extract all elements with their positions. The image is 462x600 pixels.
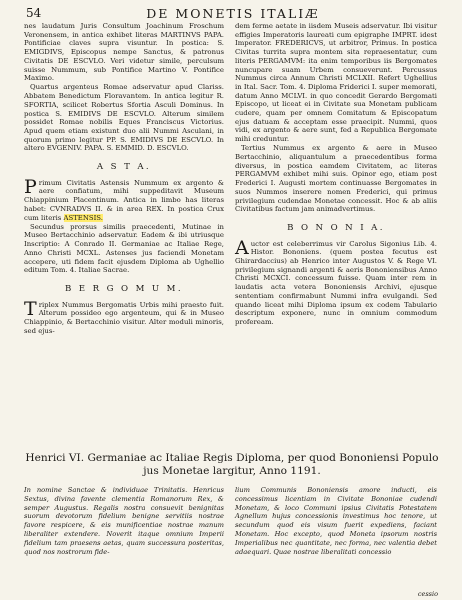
left-paragraph-3: [24, 175, 224, 223]
running-title: DE MONETIS ITALIÆ: [146, 6, 320, 21]
highlighted-astensis: ASTENSIS.: [63, 213, 103, 222]
page-header: [26, 6, 440, 22]
page-number: 54: [26, 6, 42, 20]
right-paragraph-3: Auctor est celeberrimus vir Carolus Sigonius Lib. 4. Histor. Bononiens. (quem postea fecutus est Ghirardaccius) ab Henrico inter Augustos V. & Rege VI. privilegium signandi argenti & aeris Bononiensibus Anno Christi MCXCI. concessum fuisse. Quam inter rem in laudatis acta vetera Bononiensis Archivi, ejusque sententiam confirmabunt Nummi infra evulgandi. Sed quando liceat mihi Diploma ipsum ex codem Tabulario descriptum exponere, nunc in omnium commodum profeream.: [235, 236, 437, 326]
right-paragraph-2: Tertius Nummus ex argento & aere in Museo Bertacchinio, aliquantulum a praecedentibus forma diversus, in postica eamdem Civitatem, ac literas PERGAMVM exhibet mihi suis. Opinor ego, etiam post Frederici I. Augusti mortem continuasse Bergomates in suos Nummos inserere nomen Frederici, qui primus privilegium cudendae Monetae concessit. Hoc & ab aliis Civitatibus factum jam animadvertimus.: [235, 144, 437, 214]
diploma-paragraph-left: In nomine Sanctae & individuae Trinitatis. Henricus Sextus, divina favente clementia Romanorum Rex, & semper Augustus. Regalis nostra consuevit benignitas suorum devotorum fidelium benigne servitiis nostrae favore respicere, & eis munificentiae nostrae manum liberaliter extendere. Noverit itaque omnium Imperii fidelium tam praesens aetas, quam successura posteritas, quod nos nostrorum fide-: [24, 486, 224, 556]
left-paragraph-4: Secundus prorsus similis praecedenti, Mutinae in Museo Bertacchinio adservatur. Eadem & ibi utriusque Inscriptio: A Conrado II. Germaniae ac Italiae Rege, Anno Christi MCXL. Astenses jus faciendi Monetam accepere, uti fidem facit ejusdem Diploma ab Ughellio editum Tom. 4. Italiae Sacrae.: [24, 222, 224, 275]
left-paragraph-5: Triplex Nummus Bergomatis Urbis mihi praesto fuit. Alterum possideo ego argenteum, qui & in Museo Chiappinio, & Bertacchinio visitur. Alter moduli minoris, sed ejus-: [24, 297, 224, 335]
diploma-title: Henrici VI. Germaniae ac Italiae Regis Diploma, per quod Bononiensi Populo jus Monetae largitur, Anno 1191.: [25, 452, 439, 478]
right-paragraph-1: dem ferme aetate in iisdem Museis adservatur. Ibi visitur effigies Imperatoris laureati cum epigraphe IMPRT. idest Imperator. FREDERICVS, ut arbitror, Primus. In postica Civitas turrita supra montem sita repraesentatur, cum literis PERGAMVM: ita enim temporibus iis Bergomates nuncupare suam Urbem consueverunt. Percussus Nummus circa Annum Christi MCLXII. Refert Ughellius in Ital. Sacr. Tom. 4. Diploma Friderici I. super memorati, datum Anno MCLVI. in quo concedit Gerardo Bergomati Episcopo, ut liceat ei in Civitate sua Monetam publicam cudere, quam per omnem Comitatum & Episcopatum ejus datuam & acceptam esse praecipit. Nummi, quos vidi, ex argento & aere sunt, fed a Republica Bergomate mihi creduntur.: [235, 22, 437, 144]
left-paragraph-1: nes laudatum Juris Consultum Joachinum Froschum Veronensem, in antica exhibet literas MARTINVS PAPA. Pontificiae claves supra visuntur. In postica: S. EMIGDIVS, Episcopus nempe Sanctus, & patronus Civitatis DE ESCVLO. Veri videtur simile, perculsum suisse Nummum, sub Pontifice Martino V. Pontifice Maximo.: [24, 22, 224, 83]
section-heading-bergomum: B E R G O M U M.: [64, 283, 184, 294]
section-heading-asta: A S T A.: [96, 162, 152, 173]
diploma-paragraph-right: lium Communis Bononiensis amore inducti, eis concessimus licentiam in Civitate Bononiae cudendi Monetam, & loco Communi ipsius Civitatis Potestatem Agnellum hujus concessionis investimus hoc tenore, ut secundum quod eis visum fuerit expediens, faciant Monetam. Hoc excepto, quod Moneta ipsorum nostris Imperialibus nec quantitate, nec forma, nec valentia debet adaequari. Quae nostrae liberalitati concessio: [235, 486, 437, 556]
section-heading-bononia: B O N O N I A.: [287, 222, 385, 233]
asta-text: Primum Civitatis Astensis Nummum ex argento & aere confiatum, mihi suppeditavit Museum Chiappinium Placentinum. Antica in limbo has literas habet: CVNRADVS II. & in area REX. In postica Crux cum literis: [24, 175, 224, 222]
left-paragraph-2: Quartus argenteus Romae adservatur apud Clariss. Abbatem Benedictum Floravantem. In antica legitur R. SFORTIA, scilicet Robertus Sfortia Asculi Dominus. In postica S. EMIDIVS DE ESCVLO. Alterum similem possidet Romae nobilis Eques Franciscus Victorius. Apud quem etiam existunt duo alii Nummi Asculani, in quorum primo legitur PP. S. EMIDIVS DE ESCVLO. In altero EVGENIV. PAPA. S. EMMID. D. ESCVLO.: [24, 83, 224, 153]
catchword: cessio: [417, 590, 438, 598]
left-column: [24, 22, 224, 336]
diploma-text-right: [235, 486, 437, 557]
right-column: [235, 22, 437, 327]
diploma-text-left: [24, 486, 224, 557]
